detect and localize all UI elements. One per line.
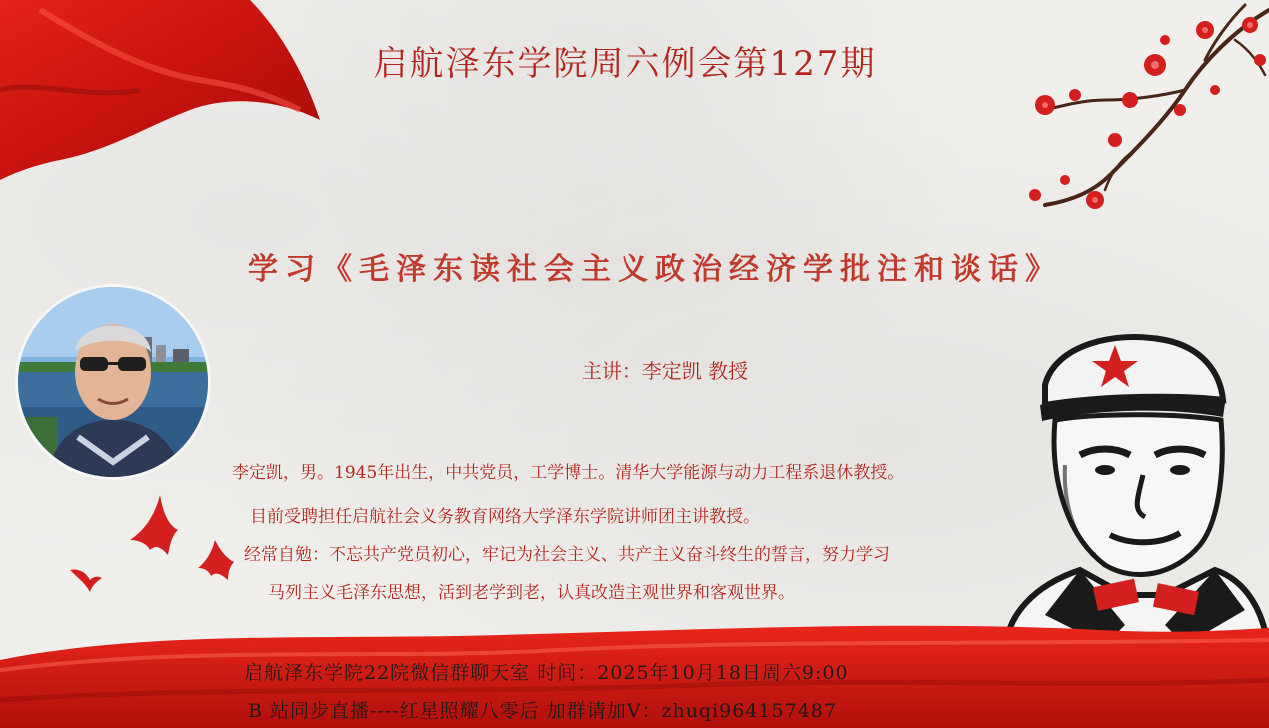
speaker-photo [18, 287, 208, 477]
bio-line-4: 马列主义毛泽东思想，活到老学到老，认真改造主观世界和客观世界。 [268, 583, 795, 603]
footer-line-2: B 站同步直播----红星照耀八零后 加群请加V：zhuqi964157487 [248, 700, 837, 722]
plum-blossom-branch-icon [1005, 0, 1269, 220]
footer-line-1: 启航泽东学院22院微信群聊天室 时间：2025年10月18日周六9:00 [244, 662, 849, 684]
red-flag-icon [0, 0, 330, 190]
portrait-photo-icon [18, 287, 208, 477]
bio-line-1: 李定凯，男。1945年出生，中共党员，工学博士。清华大学能源与动力工程系退休教授。 [232, 463, 905, 483]
bio-line-3: 经常自勉：不忘共产党员初心，牢记为社会主义、共产主义奋斗终生的誓言，努力学习 [244, 545, 890, 565]
speaker-label: 主讲：李定凯 教授 [581, 359, 749, 383]
poster-title: 启航泽东学院周六例会第127期 [373, 44, 877, 84]
lecture-subject: 学习《毛泽东读社会主义政治经济学批注和谈话》 [248, 252, 1062, 287]
bio-line-2: 目前受聘担任启航社会义务教育网络大学泽东学院讲师团主讲教授。 [250, 507, 760, 527]
red-bird-silhouette-icon [60, 490, 260, 600]
